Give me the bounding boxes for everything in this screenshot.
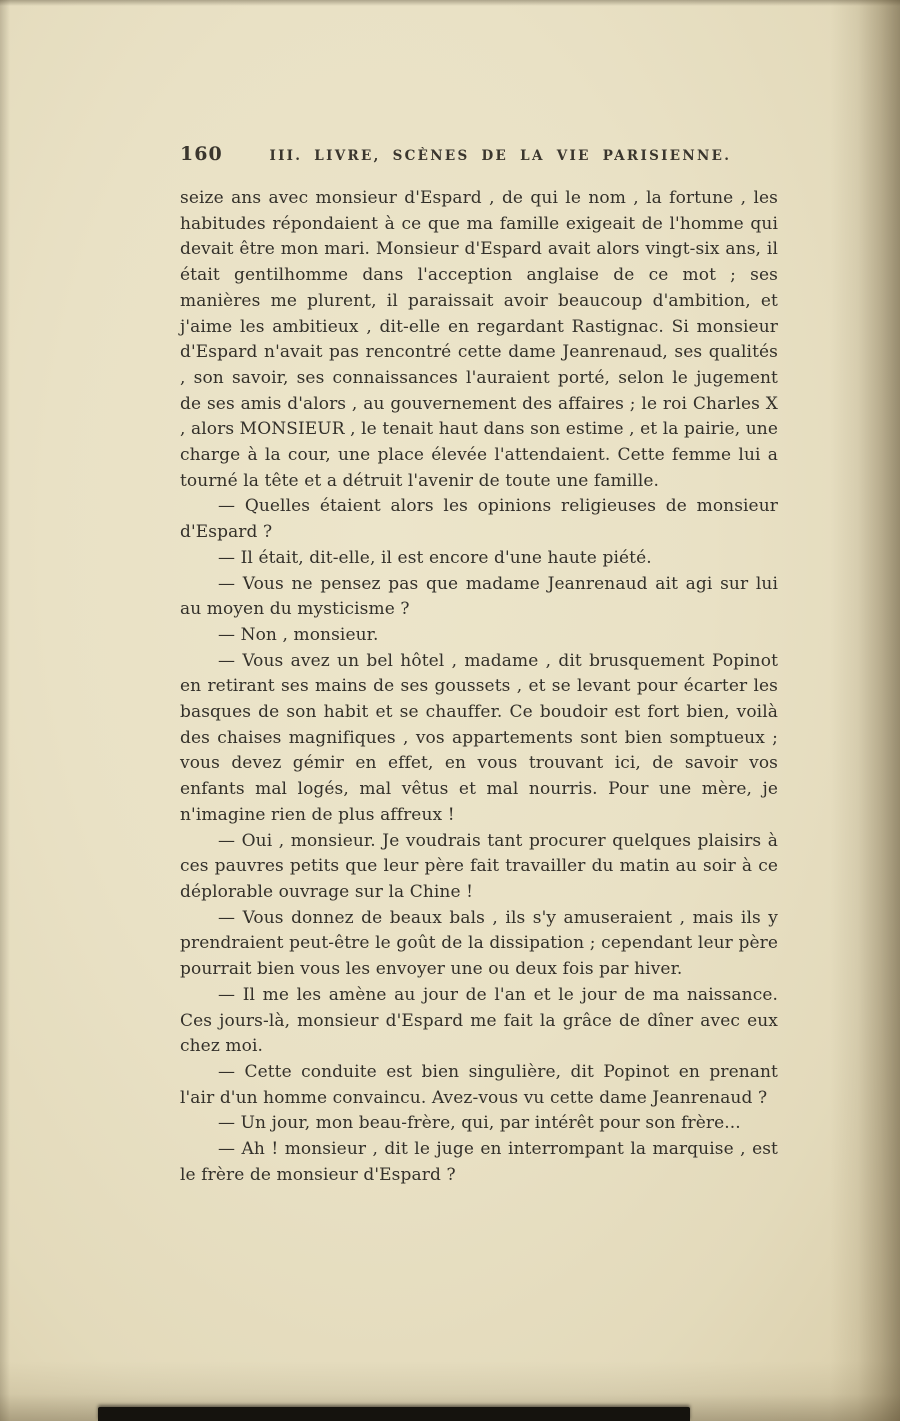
- paragraph: — Vous ne pensez pas que madame Jeanrenaud ait agi sur lui au moyen du mysticisme ?: [180, 573, 778, 620]
- paragraph: — Ah ! monsieur , dit le juge en interrompant la marquise , est le frère de monsieur d'Espard ?: [180, 1139, 778, 1185]
- page-edge-shadow-top: [0, 0, 900, 6]
- scan-artifact-bottom-strip: [98, 1407, 690, 1421]
- paragraph: — Il était, dit-elle, il est encore d'une haute piété.: [218, 547, 652, 568]
- paragraph: — Cette conduite est bien singulière, dit Popinot en prenant l'air d'un homme convaincu. Avez-vous vu cette dame Jeanrenaud ?: [180, 1061, 778, 1108]
- paragraph: — Un jour, mon beau-frère, qui, par intérêt pour son frère...: [218, 1113, 741, 1134]
- paragraph: — Vous donnez de beaux bals , ils s'y amuseraient , mais ils y prendraient peut-être le goût de la dissipation ; cependant leur père pourrait bien vous les envoyer une ou deux fois par hiver.: [180, 907, 778, 980]
- page-edge-shadow-left: [0, 0, 10, 1421]
- paragraph: — Quelles étaient alors les opinions religieuses de monsieur d'Espard ?: [180, 496, 778, 543]
- paragraph: — Oui , monsieur. Je voudrais tant procurer quelques plaisirs à ces pauvres petits que leur père fait travailler du matin au soir à ce déplorable ouvrage sur la Chine !: [180, 830, 778, 902]
- page-edge-shadow-right: [830, 0, 900, 1421]
- page-header: [180, 143, 778, 165]
- text-block: [180, 186, 778, 1188]
- page-number: 160: [180, 143, 223, 165]
- paragraph: — Non , monsieur.: [218, 624, 379, 645]
- paragraph: — Vous avez un bel hôtel , madame , dit brusquement Popinot en retirant ses mains de ses goussets , et se levant pour écarter les basques de son habit et se chauffer. Ce boudoir est fort bien, voilà des chaises magnifiques , vos appartements sont bien somptueux ; vous devez gémir en effet, en vous trouvant ici, de savoir vos enfants mal logés, mal vêtus et mal nourris. Pour une mère, je n'imagine rien de plus affreux !: [180, 650, 778, 825]
- running-title: III. LIVRE, SCÈNES DE LA VIE PARISIENNE.: [269, 148, 732, 164]
- paragraph: — Il me les amène au jour de l'an et le jour de ma naissance. Ces jours-là, monsieur d'Espard me fait la grâce de dîner avec eux chez moi.: [180, 984, 778, 1057]
- paragraph: seize ans avec monsieur d'Espard , de qui le nom , la fortune , les habitudes répondaient à ce que ma famille exigeait de l'homme qui devait être mon mari. Monsieur d'Espard avait alors vingt-six ans, il était gentilhomme dans l'acception anglaise de ce mot ; ses manières me plurent, il paraissait avoir beaucoup d'ambition, et j'aime les ambitieux , dit-elle en regardant Rastignac. Si monsieur d'Espard n'avait pas rencontré cette dame Jeanrenaud, ses qualités , son savoir, ses connaissances l'auraient porté, selon le jugement de ses amis d'alors , au gouvernement des affaires ; le roi Charles X , alors MONSIEUR , le tenait haut dans son estime , et la pairie, une charge à la cour, une place élevée l'attendaient. Cette femme lui a tourné la tête et a détruit l'avenir de toute une famille.: [180, 188, 778, 491]
